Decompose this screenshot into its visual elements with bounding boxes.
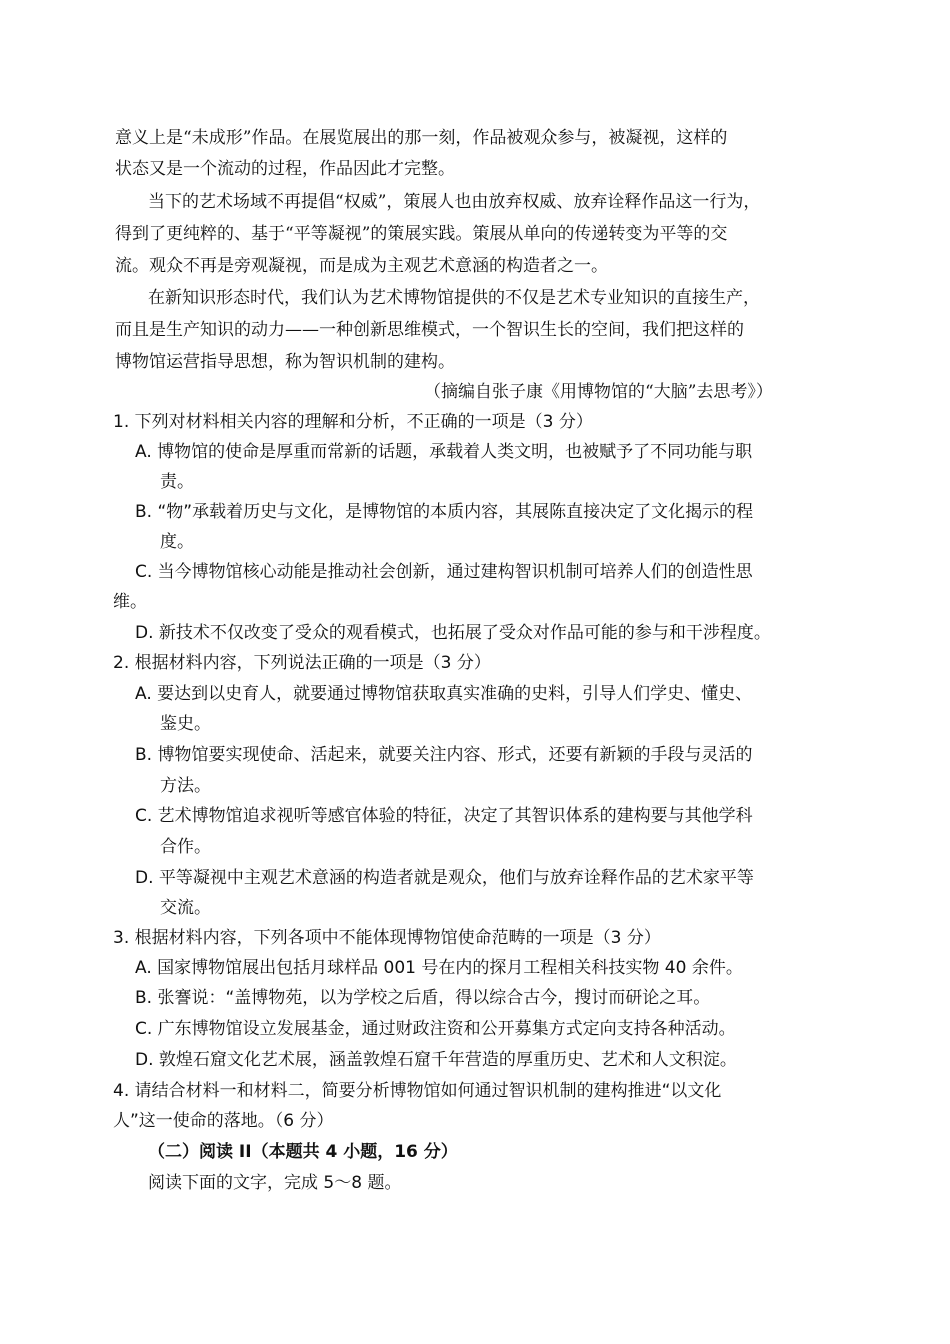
question-1-option-c-cont: 维。 [113, 592, 147, 612]
question-1-stem: 1. 下列对材料相关内容的理解和分析，不正确的一项是（3 分） [113, 412, 593, 432]
passage-line-4: 得到了更纯粹的、基于“平等凝视”的策展实践。策展从单向的传递转变为平等的交 [115, 224, 728, 244]
question-2-stem: 2. 根据材料内容，下列说法正确的一项是（3 分） [113, 653, 491, 673]
passage-source: （摘编自张子康《用博物馆的“大脑”去思考》） [424, 382, 773, 402]
question-1-option-c: C. 当今博物馆核心动能是推动社会创新，通过建构智识机制可培养人们的创造性思 [135, 562, 753, 582]
question-3-option-b: B. 张謇说：“盖博物苑，以为学校之后盾，得以综合古今，搜讨而研论之耳。 [135, 988, 711, 1008]
passage-line-1: 意义上是“未成形”作品。在展览展出的那一刻，作品被观众参与，被凝视，这样的 [115, 128, 728, 148]
question-2-option-d: D. 平等凝视中主观艺术意涵的构造者就是观众，他们与放弃诠释作品的艺术家平等 [135, 868, 754, 888]
question-4-stem-cont: 人”这一使命的落地。（6 分） [113, 1111, 334, 1131]
passage-line-3: 当下的艺术场域不再提倡“权威”，策展人也由放弃权威、放弃诠释作品这一行为， [148, 192, 761, 212]
section-heading: （二）阅读 II（本题共 4 小题，16 分） [148, 1142, 458, 1162]
question-2-option-b: B. 博物馆要实现使命、活起来，就要关注内容、形式，还要有新颖的手段与灵活的 [135, 745, 753, 765]
question-3-option-c: C. 广东博物馆设立发展基金，通过财政注资和公开募集方式定向支持各种活动。 [135, 1019, 736, 1039]
question-3-option-a: A. 国家博物馆展出包括月球样品 001 号在内的探月工程相关科技实物 40 余件。 [135, 958, 743, 978]
question-2-option-c-cont: 合作。 [160, 837, 211, 857]
question-4-stem: 4. 请结合材料一和材料二，简要分析博物馆如何通过智识机制的建构推进“以文化 [113, 1081, 722, 1101]
question-1-option-b: B. “物”承载着历史与文化，是博物馆的本质内容，其展陈直接决定了文化揭示的程 [135, 502, 754, 522]
passage-line-2: 状态又是一个流动的过程，作品因此才完整。 [115, 159, 455, 179]
question-2-option-d-cont: 交流。 [160, 898, 211, 918]
passage-line-5: 流。观众不再是旁观凝视，而是成为主观艺术意涵的构造者之一。 [115, 256, 608, 276]
question-3-option-d: D. 敦煌石窟文化艺术展，涵盖敦煌石窟千年营造的厚重历史、艺术和人文积淀。 [135, 1050, 737, 1070]
section-instruction: 阅读下面的文字，完成 5～8 题。 [148, 1173, 402, 1193]
passage-line-6: 在新知识形态时代，我们认为艺术博物馆提供的不仅是艺术专业知识的直接生产， [148, 288, 760, 308]
question-2-option-a-cont: 鉴史。 [160, 714, 211, 734]
question-1-option-d: D. 新技术不仅改变了受众的观看模式，也拓展了受众对作品可能的参与和干涉程度。 [135, 623, 771, 643]
question-1-option-a-cont: 责。 [160, 472, 194, 492]
question-1-option-b-cont: 度。 [160, 532, 194, 552]
question-2-option-b-cont: 方法。 [160, 776, 211, 796]
question-3-stem: 3. 根据材料内容，下列各项中不能体现博物馆使命范畴的一项是（3 分） [113, 928, 661, 948]
question-1-option-a: A. 博物馆的使命是厚重而常新的话题，承载着人类文明，也被赋予了不同功能与职 [135, 442, 753, 462]
passage-line-7: 而且是生产知识的动力——一种创新思维模式，一个智识生长的空间，我们把这样的 [115, 320, 744, 340]
question-2-option-a: A. 要达到以史育人，就要通过博物馆获取真实准确的史料，引导人们学史、懂史、 [135, 684, 753, 704]
question-2-option-c: C. 艺术博物馆追求视听等感官体验的特征，决定了其智识体系的建构要与其他学科 [135, 806, 753, 826]
passage-line-8: 博物馆运营指导思想，称为智识机制的建构。 [115, 352, 455, 372]
